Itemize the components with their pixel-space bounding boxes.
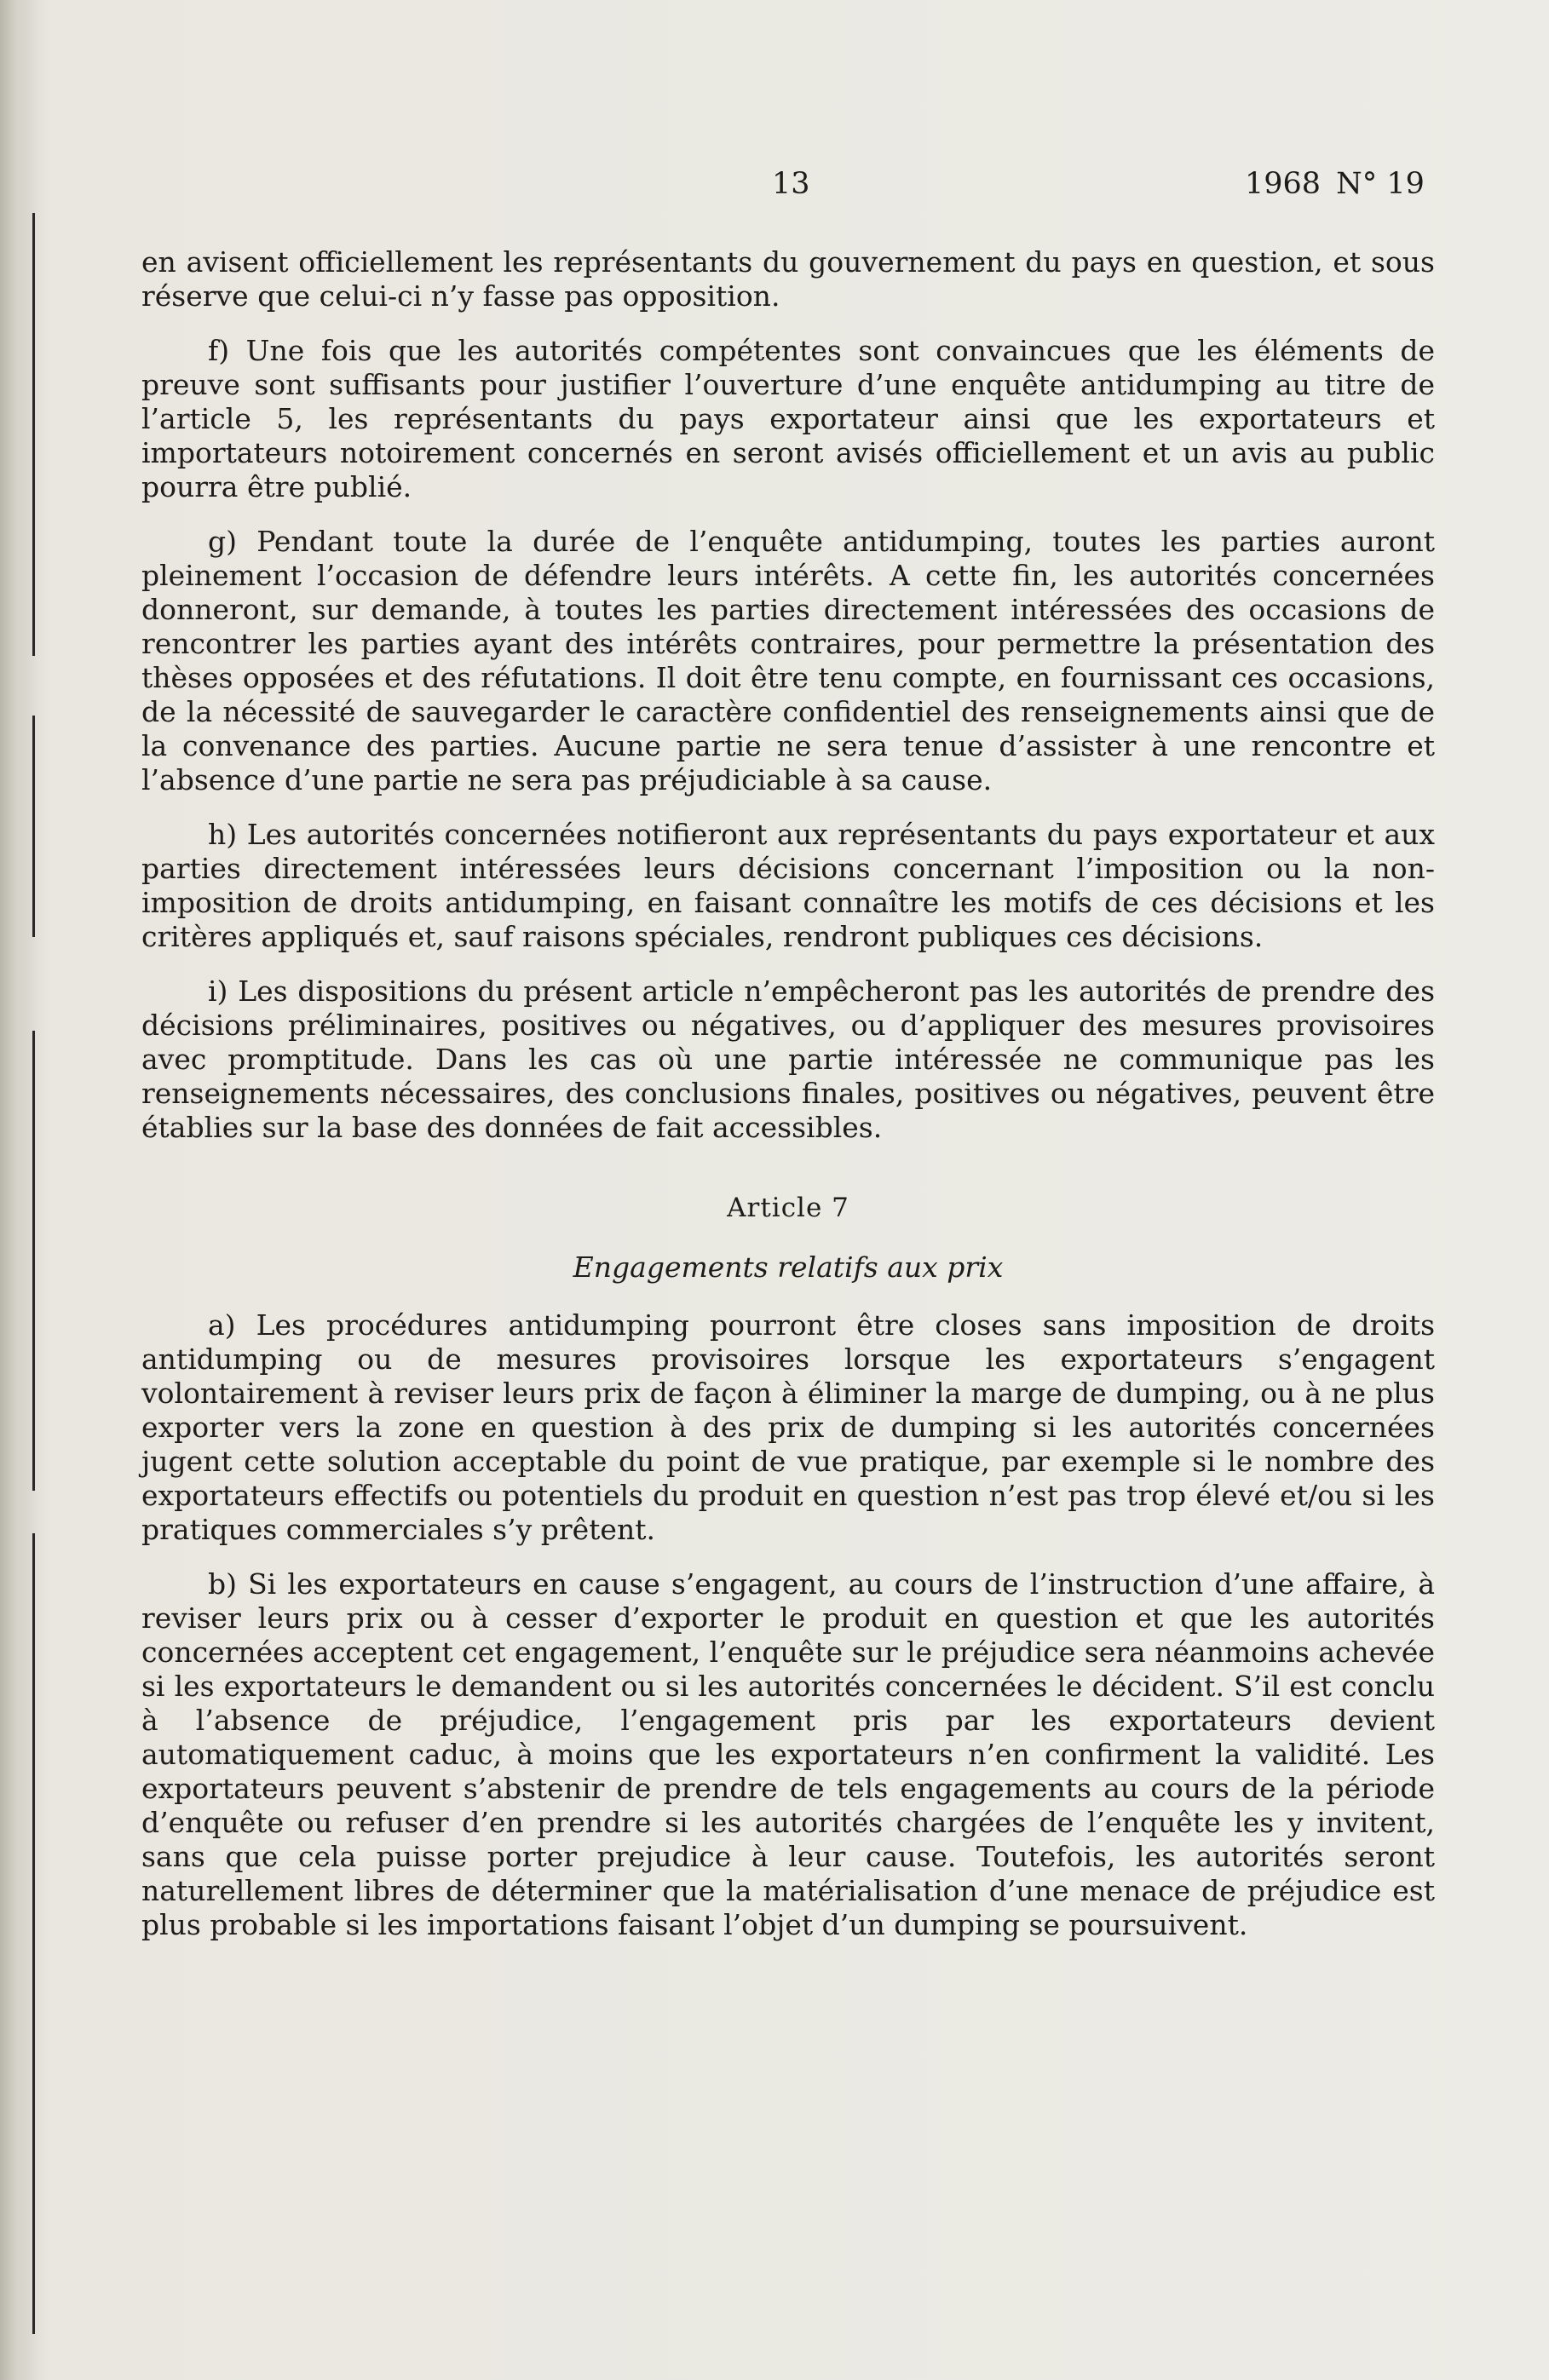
paragraph-a: a) Les procédures antidumping pourront être closes sans imposition de droits antidumping ou de mesures provisoires lorsque les exportateurs s’engagent volontairement à reviser leurs prix de façon à éliminer la marge de dumping, ou à ne plus exporter vers la zone en question à des prix de dumping si les autorités concernées jugent cette solution acceptable du point de vue pratique, par exemple si le nombre des exportateurs effectifs ou potentiels du produit en question n’est pas trop élevé et/ou si les pratiques commerciales s’y prêtent.	[141, 1308, 1435, 1546]
paragraph-f: f) Une fois que les autorités compétentes sont convaincues que les éléments de preuve sont suffisants pour justifier l’ouverture d’une enquête antidumping au titre de l’article 5, les représentants du pays exportateur ainsi que les exportateurs et importateurs notoirement concernés en seront avisés officiellement et un avis au public pourra être publié.	[141, 334, 1435, 503]
binding-line	[32, 213, 35, 656]
body-text	[141, 245, 1435, 1963]
year: 1968	[1245, 167, 1322, 201]
binding-line	[32, 1533, 35, 2334]
page-header	[0, 167, 1549, 218]
article-title: Article 7	[727, 1193, 849, 1223]
paragraph-i: i) Les dispositions du présent article n’empêcheront pas les autorités de prendre des décisions préliminaires, positives ou négatives, ou d’appliquer des mesures provisoires avec promptitude. Dans les cas où une partie intéressée ne communique pas les renseignements nécessaires, des conclusions finales, positives ou négatives, peuvent être établies sur la base des données de fait accessibles.	[141, 974, 1435, 1144]
binding-line	[32, 716, 35, 937]
binding-line	[32, 1031, 35, 1491]
paragraph-continuation: en avisent officiellement les représentants du gouvernement du pays en question, et sous réserve que celui-ci n’y fasse pas opposition.	[141, 245, 1435, 313]
document-number: N° 19	[1336, 167, 1425, 201]
page-number: 13	[772, 167, 810, 201]
document-reference	[1245, 167, 1425, 201]
article-subtitle: Engagements relatifs aux prix	[573, 1250, 1004, 1284]
paragraph-h: h) Les autorités concernées notifieront aux représentants du pays exportateur et aux parties directement intéressées leurs décisions concernant l’imposition ou la non-imposition de droits antidumping, en faisant connaître les motifs de ces décisions et les critères appliqués et, sauf raisons spéciales, rendront publiques ces décisions.	[141, 818, 1435, 953]
paragraph-b: b) Si les exportateurs en cause s’engagent, au cours de l’instruction d’une affaire, à reviser leurs prix ou à cesser d’exporter le produit en question et que les autorités concernées acceptent cet engagement, l’enquête sur le préjudice sera néanmoins achevée si les exportateurs le demandent ou si les autorités concernées le décident. S’il est conclu à l’absence de préjudice, l’engagement pris par les exportateurs devient automatiquement caduc, à moins que les exportateurs n’en confirment la validité. Les exportateurs peuvent s’abstenir de prendre de tels engagements au cours de la période d’enquête ou refuser d’en prendre si les autorités chargées de l’enquête les y invitent, sans que cela puisse porter prejudice à leur cause. Toutefois, les autorités seront naturellement libres de déterminer que la matérialisation d’une menace de préjudice est plus probable si les importations faisant l’objet d’un dumping se poursuivent.	[141, 1567, 1435, 1941]
paragraph-g: g) Pendant toute la durée de l’enquête antidumping, toutes les parties auront pleinement l’occasion de défendre leurs intérêts. A cette fin, les autorités concernées donneront, sur demande, à toutes les parties directement intéressées des occasions de rencontrer les parties ayant des intérêts contraires, pour permettre la présentation des thèses opposées et des réfutations. Il doit être tenu compte, en fournissant ces occasions, de la nécessité de sauvegarder le caractère confidentiel des renseignements ainsi que de la convenance des parties. Aucune partie ne sera tenue d’assister à une rencontre et l’absence d’une partie ne sera pas préjudiciable à sa cause.	[141, 525, 1435, 796]
